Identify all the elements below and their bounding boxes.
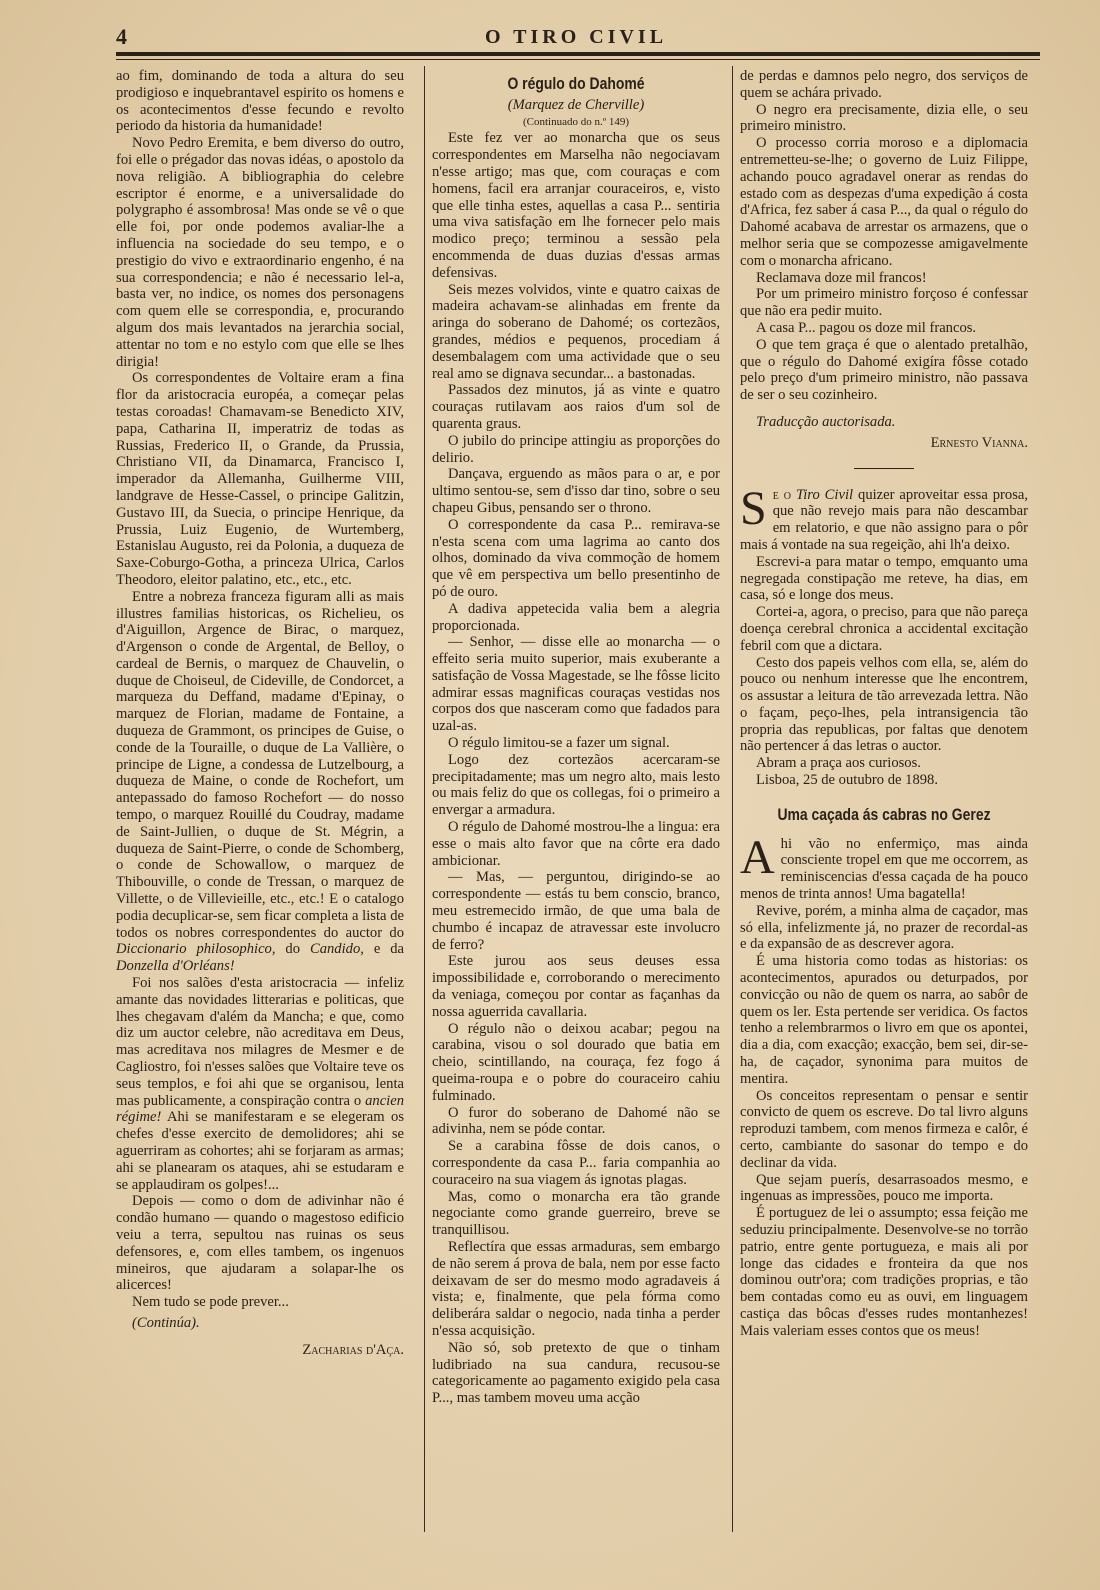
col1-paragraph: Depois — como o dom de adivinhar não é condão humano — quando o magestoso edificio veiu a terra, sepultou nas ruinas os seus defensores, e, com elles tambem, os ingenuos mineiros, que ajudaram a solapar-lhe os alicerces! — [116, 1193, 404, 1294]
col1-paragraph-text: Foi nos salões d'esta aristocracia — infeliz amante das novidades litterarias e politicas, que lhes chegavam d'além da Mancha; e que, como diz um auctor celebre, não acreditava em Deus, mas acreditava nos milagres de Mesmer e de Cagliostro, foi n'esses salões que Voltaire teve os seus templos, e foi ahi que se organisou, lenta mas publicamente, a conspiração contra o — [116, 975, 404, 1109]
col2-paragraph: O correspondente da casa P... remirava-se n'esta scena com uma lagrima ao canto dos olhos, dominado da viva commoção de homem que vê em perspectiva um bello presentinho de pó de ouro. — [432, 516, 720, 600]
page-header — [116, 24, 1036, 54]
col3-paragraph: O que tem graça é que o alentado pretalhão, que o régulo do Dahomé exigíra fôsse cotado pelo preço d'um primeiro ministro, não passava de ser o seu cozinheiro. — [740, 336, 1028, 404]
col3-paragraph: Revive, porém, a minha alma de caçador, mas só ella, infelizmente já, no prazer de recordal-as e da expansão de as descrever agora. — [740, 902, 1028, 953]
col3-paragraph: A casa P... pagou os doze mil francos. — [756, 319, 977, 336]
col3-paragraph: Reclamava doze mil francos! — [756, 269, 927, 286]
col2-paragraph: Se a carabina fôsse de dois canos, o correspondente da casa P... faria companhia ao couraceiro na sua viagem ás ignotas plagas. — [432, 1138, 720, 1188]
header-rule-thin — [116, 59, 1040, 60]
column-divider-2 — [732, 66, 733, 1532]
intro-paragraph-tiro-civil — [740, 481, 1028, 554]
text-connector: , do — [271, 941, 301, 958]
col2-paragraph: O furor do soberano de Dahomé não se adivinha, nem se póde contar. — [432, 1104, 720, 1138]
col2-paragraph: Logo dez cortezãos acercaram-se precipitadamente; mas um negro alto, mais lesto ou mais feliz do que os collegas, foi o primeiro a envergar a armadura. — [432, 751, 720, 819]
col3-paragraph: Cortei-a, agora, o preciso, para que não pareça doença cerebral chronica a accidental excitação febril com que a dictara. — [740, 604, 1028, 654]
col1-paragraph-text: Ahi se manifestaram e se elegeram os chefes d'esse exercito de demolidores; ahi se aguerriram as cohortes; ahi se forjaram as armas; ahi se planearam os ataques, ahi se estudaram e se applaudiram os golpes!... — [116, 1109, 404, 1193]
col2-paragraph: Passados dez minutos, já as vinte e quatro couraças rutilavam aos raios d'um sol de quarenta graus. — [432, 382, 720, 432]
col1-paragraph-text: Entre a nobreza franceza figuram alli as mais illustres familias historicas, os Richelieu, os d'Aiguillon, Argence de Birac, o marquez, d'Argenson o conde de Argental, de Belloy, o cardeal de Bernis, o marquez de Chauvelin, o duque de Choiseul, de Cideville, de Condorcet, a marqueza du Deffand, madame d'Epinay, o marquez de Florian, madame de Fontaine, a duqueza de Grammont, os principes de Guise, o conde de la Touraille, o duque de La Vallière, o principe de Ligne, a condessa de Lutzelbourg, a duqueza de Maine, o conde de Rochefort, um antepassado do famoso Rochefort — do nosso tempo, o marquez Rouillé du Coudray, madame de Saint-Jullien, o duque de St. Mégrin, a duqueza de Saint-Pierre, o conde de Schomberg, o conde de Schowallow, o marquez de Thibouville, o conde de Tressan, o marquez de Villette, o de Villevieille, etc., etc.! E o catalogo podia decuplicar-se, sem ficar completa a lista de todos os nobres correspondentes do auctor do — [116, 588, 404, 941]
col2-paragraph: O régulo limitou-se a fazer um signal. — [448, 735, 670, 752]
work-title-diccionario: Diccionario philosophico — [116, 941, 272, 958]
tiro-civil-italic: Tiro Civil — [795, 486, 854, 503]
col2-paragraph: Dançava, erguendo as mãos para o ar, e por ultimo sentou-se, sem d'isso dar tino, sobre o seu chapeu Gibus, pensando ser o throno. — [432, 466, 720, 516]
col2-paragraph: Não só, sob pretexto de que o tinham ludibriado na sua candura, recusou-se categoricamente ao pagamento exigido pela casa P..., mas tambem moveu uma acção — [432, 1339, 720, 1407]
col3-paragraph: O processo corria moroso e a diplomacia entremetteu-se-lhe; o governo de Luiz Filippe, achando pouco agradavel onerar as rendas do estado com as despezas d'uma expedição á costa d'Africa, fez saber á casa P..., da qual o régulo do Dahomé acabava de arrestar os armazens, que o melhor seria que se compozesse amigavelmente com o monarcha africano. — [740, 135, 1028, 269]
col2-paragraph: Seis mezes volvidos, vinte e quatro caixas de madeira achavam-se alinhadas em frente da aringa do soberano de Dahomé; os cortezãos, grandes, médios e pequenos, procediam á desembalagem com uma actividade que o seu real amo se dignava secundar... a bastonadas. — [432, 281, 720, 382]
col3-paragraph: Por um primeiro ministro forçoso é confessar que não era pedir muito. — [740, 286, 1028, 320]
dropcap-s: S — [740, 481, 767, 535]
col3-paragraph: É uma historia como todas as historias: os acontecimentos, apurados ou deturpados, por convicção ou não de quem os narra, ao sabôr de quem os ler. Esta pertende ser veridica. Os factos tenho a relembrarmos o livro em que os apontei, dia a dia, com exacção; exacção, bem sei, dir-se-ha, de caçador, synonima para muitos de mentira. — [740, 953, 1028, 1087]
intro-text: e o — [772, 486, 791, 503]
col3-paragraph: Escrevi-a para matar o tempo, emquanto uma negregada constipação me reteve, ha dias, em casa, só e longe dos meus. — [740, 553, 1028, 604]
work-title-candido: Candido — [309, 941, 361, 958]
article-author: (Marquez de Cherville) — [507, 96, 645, 113]
col3-paragraph: Abram a praça aos curiosos. — [756, 755, 921, 772]
col2-paragraph: Este jurou aos seus deuses essa impossibilidade e, corroborando o merecimento da veniaga, começou por contar as façanhas da nossa aguerrida cavallaria. — [432, 953, 720, 1020]
col2-paragraph: Este fez ver ao monarcha que os seus correspondentes em Marselha não negociavam n'esse artigo; mas que, com couraças e com homens, facil era arranjar couraceiros, e, visto que elle tinha estes, aquellas a casa P... sentiria uma viva satisfação em lhe fornecer pelo mais modico preço; terminou a sessão pela encommenda de duas duzias d'essas armas defensivas. — [432, 130, 720, 281]
continua-note: (Continúa). — [132, 1314, 200, 1331]
col2-paragraph: O régulo de Dahomé mostrou-lhe a lingua: era esse o mais alto favor que na côrte era dado ambicionar. — [432, 819, 720, 869]
col3-paragraph: O negro era precisamente, dizia elle, o seu primeiro ministro. — [740, 101, 1028, 135]
intro-text: quizer aproveitar essa prosa, que não revejo mais para não descambar em relatorio, e que não assigno para o pôr mais á vontade na sua regeição, ahi lh'a deixo. — [740, 486, 1028, 553]
col1-paragraph: Novo Pedro Eremita, e bem diverso do outro, foi elle o prégador das novas idéas, o apostolo da nova religião. A bibliographia do celebre escriptor é enorme, e a universalidade do polygrapho é assombrosa! Mas onde se vê o que elle foi, por onde podemos avaliar-lhe a influencia na sociedade do seu tempo, e o prestigio do vivo e extraordinario engenho, é na sua correspondencia; e não é necessario lel-a, basta ver, no indice, os nomes dos personagens com quem elle se correspondia, e, procurando algum dos mais levantados na jerarchia social, attentar no tom e no estylo com que elle se lhes dirigia! — [116, 135, 404, 370]
col2-paragraph: — Senhor, — disse elle ao monarcha — o effeito seria muito superior, mais exuberante a satisfação de Vossa Magestade, se lhe fôsse licito admirar essas magnificas couraças vestidas nos corpos dos que nasceram como que fadados para uzal-as. — [432, 634, 720, 735]
column-1 — [116, 68, 404, 1528]
ancien-regime-italic: ancien régime! — [116, 1092, 404, 1126]
page-number: 4 — [116, 24, 127, 49]
column-3 — [740, 68, 1028, 1528]
col3-paragraph: Os conceitos representam o pensar e sentir convicto de quem os escreve. Do tal livro alguns reproduzi tambem, com menos firmeza e calôr, é certo, cambiante do sasonar do tempo e do declinar da vida. — [740, 1087, 1028, 1171]
dropcap-a: A — [740, 830, 775, 884]
col2-paragraph: A dadiva appetecida valia bem a alegria proporcionada. — [432, 600, 720, 634]
dateline: Lisboa, 25 de outubro de 1898. — [756, 772, 938, 789]
col1-paragraph: Os correspondentes de Voltaire eram a fina flor da aristocracia européa, a começar pelas testas coroadas! Chamavam-se Benedicto XIV, papa, Catharina II, imperatriz de todas as Russias, Frederico II, o Grande, da Prussia, Christiano VII, da Dinamarca, Francisco I, imperador da Allemanha, Guilherme VIII, landgrave de Hesse-Cassel, o principe Galitzin, Gustavo III, da Suecia, o principe Henrique, da Prussia, Luiz Eugenio, de Wurtemberg, Estanislau Augusto, rei da Polonia, a duqueza de Saxe-Coburgo-Gotha, a princeza Ulrica, Carlos Theodoro, eleitor palatino, etc., etc., etc. — [116, 370, 404, 588]
author-signature-zacharias: Zacharias d'Aça. — [302, 1341, 404, 1358]
col2-paragraph: Reflectíra que essas armaduras, sem embargo de não serem á prova de bala, nem por esse facto deixavam de ser do mesmo modo agradaveis á vista; e, finalmente, que pela fórma como deliberára saldar o negocio, nada tinha a perder n'essa acquisição. — [432, 1238, 720, 1339]
col3-paragraph: Que sejam puerís, desarrasoados mesmo, e ingenuas as impressões, pouco me importa. — [740, 1171, 1028, 1205]
work-title-donzella: Donzella d'Orléans! — [116, 958, 235, 975]
text-connector: , e da — [360, 941, 404, 958]
col3-paragraph: É portuguez de lei o assumpto; essa feição me seduziu principalmente. Desenvolve-se no torrão patrio, entre gente portugueza, e mais ali por longe das cidades e fronteira da que nos dominou outr'ora; com tradições proprias, e tão bem contadas como eu as ouvi, em linguagem castiça das bôcas d'esses rudes montanhezes! Mais valeriam esses contos que os meus! — [740, 1205, 1028, 1339]
col2-paragraph: Mas, como o monarcha era tão grande negociante como grande guerreiro, breve se tranquillisou. — [432, 1188, 720, 1239]
section-divider — [854, 468, 914, 469]
translator-signature: Ernesto Vianna. — [930, 434, 1028, 451]
col3-paragraph: de perdas e damnos pelo negro, dos serviços de quem se achára privado. — [740, 68, 1028, 101]
intro-text: hi vão no enfermiço, mas ainda consciente tropel em que me occorrem, as reminiscencias d'essa caçada de ha pouco menos de trinta annos! Uma bagatella! — [740, 835, 1028, 903]
col1-paragraph: Nem tudo se pode prever... — [132, 1294, 289, 1311]
article-title-cacada: Uma caçada ás cabras no Gerez — [777, 804, 991, 824]
header-rule-thick — [116, 52, 1040, 56]
column-divider-1 — [424, 66, 425, 1532]
col1-paragraph: ao fim, dominando de toda a altura do seu prodigioso e inquebrantavel espirito os homens e os acontecimentos d'esse fecundo e revolto periodo da historia da humanidade! — [116, 68, 404, 135]
column-2 — [432, 68, 720, 1528]
col2-paragraph: O régulo não o deixou acabar; pegou na carabina, visou o sol dourado que batia em cheio, scintillando, na couraça, fez fogo á queima-roupa e o pobre do couraceiro cahiu fulminado. — [432, 1020, 720, 1104]
masthead-title: O TIRO CIVIL — [484, 26, 668, 48]
article-title-regulo: O régulo do Dahomé — [507, 74, 645, 93]
intro-paragraph-cacada — [740, 830, 1028, 903]
translation-note: Traducção auctorisada. — [756, 413, 896, 430]
col3-paragraph: Cesto dos papeis velhos com ella, se, além do pouco ou nenhum interesse que lhe encontrem, os assustar a leitura de tão arrevezada lettra. Não o façam, peço-lhes, pela intransigencia tão propria das republicas, por faltas que denotem não pertencer á das letras o auctor. — [740, 654, 1028, 755]
col1-paragraph-works — [116, 589, 404, 975]
continued-note: (Continuado do n.º 149) — [522, 115, 630, 128]
col1-paragraph-salons — [116, 975, 404, 1193]
col2-paragraph: O jubilo do principe attingiu as proporções do delirio. — [432, 432, 720, 466]
col2-paragraph: — Mas, — perguntou, dirigindo-se ao correspondente — estás tu bem conscio, branco, meu estremecido irmão, de que uma bala de chumbo é incapaz de atravessar este involucro de ferro? — [432, 869, 720, 953]
